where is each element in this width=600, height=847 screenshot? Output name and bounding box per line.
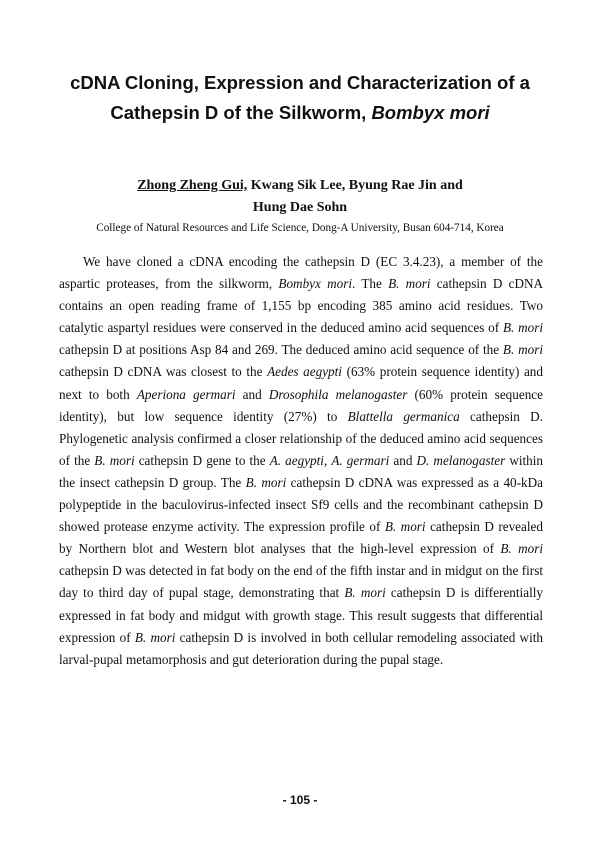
abstract-text: cathepsin D cDNA was closest to the	[59, 364, 268, 380]
abstract-text: (63% protein sequence identity) and next to both	[59, 364, 543, 402]
page-number: - 105 -	[282, 793, 318, 807]
abstract-text: cathepsin D cDNA was expressed as a 40-kDa polypeptide in the baculovirus-infected insect Sf9 cells and the recombinant cathepsin D showed protease enzyme activity. The expression profile of	[59, 474, 543, 535]
abstract-text: cathepsin D revealed by Northern blot and Western blot analyses that the high-level expression of	[59, 519, 544, 557]
abstract-species-name: A. germari	[331, 452, 390, 468]
abstract-species-name: Drosophila melanogaster	[268, 386, 408, 402]
author-list	[40, 175, 560, 219]
abstract-species-name: Aedes aegypti	[267, 364, 342, 380]
abstract-species-name: B. mori	[500, 541, 543, 557]
abstract-species-name: B. mori	[388, 276, 431, 292]
abstract-species-name: Aperiona germari	[136, 386, 236, 402]
title-line-1: cDNA Cloning, Expression and Characterization of a	[70, 72, 530, 93]
abstract-text: (60% protein sequence identity), but low sequence identity (27%) to	[59, 386, 544, 424]
abstract-species-name: B. mori	[384, 519, 426, 535]
abstract-text: cathepsin D cDNA contains an open reading frame of 1,155 bp encoding 385 amino acid residues. Two catalytic aspartyl residues were conserved in the deduced amino acid sequences of	[59, 276, 544, 336]
author-line-1	[40, 175, 560, 197]
abstract-species-name: B. mori	[245, 474, 287, 490]
abstract-text: and	[235, 386, 269, 402]
abstract-species-name: B. mori	[344, 585, 386, 601]
abstract-species-name: B. mori	[134, 629, 176, 645]
paper-title	[40, 68, 560, 128]
abstract-text: cathepsin D is involved in both cellular remodeling associated with larval-pupal metamorphosis and gut deterioration during the pupal stage.	[59, 629, 544, 667]
abstract-species-name: Blattella germanica	[347, 408, 460, 424]
abstract-text: We have cloned a cDNA encoding the cathepsin D (EC 3.4.23), a member of the aspartic proteases, from the silkworm,	[59, 254, 543, 292]
title-line-2	[40, 98, 560, 128]
abstract-text: cathepsin D at positions Asp 84 and 269. The deduced amino acid sequence of the	[59, 342, 503, 358]
abstract-species-name: B. mori	[502, 342, 543, 358]
affiliation: College of Natural Resources and Life Science, Dong-A University, Busan 604-714, Korea	[96, 222, 504, 234]
abstract-text: cathepsin D gene to the	[134, 452, 270, 468]
abstract-body	[59, 251, 543, 671]
abstract-text: ,	[323, 452, 332, 468]
title-species: Bombyx mori	[371, 102, 490, 123]
abstract-species-name: A. aegypti	[269, 452, 324, 468]
abstract-text: cathepsin D. Phylogenetic analysis confirmed a closer relationship of the deduced amino acid sequences of the	[59, 408, 543, 468]
abstract-species-name: D. melanogaster	[416, 452, 506, 468]
co-authors: Kwang Sik Lee, Byung Rae Jin and	[247, 178, 463, 193]
abstract-text: cathepsin D was detected in fat body on the end of the fifth instar and in midgut on the first day to third day of pupal stage, demonstrating that	[59, 563, 543, 601]
presenting-author: Zhong Zheng Gui,	[137, 178, 248, 193]
title-line-2-text: Cathepsin D of the Silkworm,	[110, 102, 372, 123]
abstract-species-name: B. mori	[502, 320, 543, 336]
abstract-text: . The	[352, 276, 389, 292]
abstract-text: within the insect cathepsin D group. The	[59, 452, 544, 490]
author-line-2: Hung Dae Sohn	[252, 200, 348, 215]
abstract-species-name: Bombyx mori	[278, 276, 353, 292]
abstract-text: cathepsin D is differentially expressed in fat body and midgut with growth stage. This result suggests that differential expression of	[59, 585, 543, 645]
abstract-species-name: B. mori	[94, 452, 135, 468]
abstract-text: and	[389, 452, 417, 468]
